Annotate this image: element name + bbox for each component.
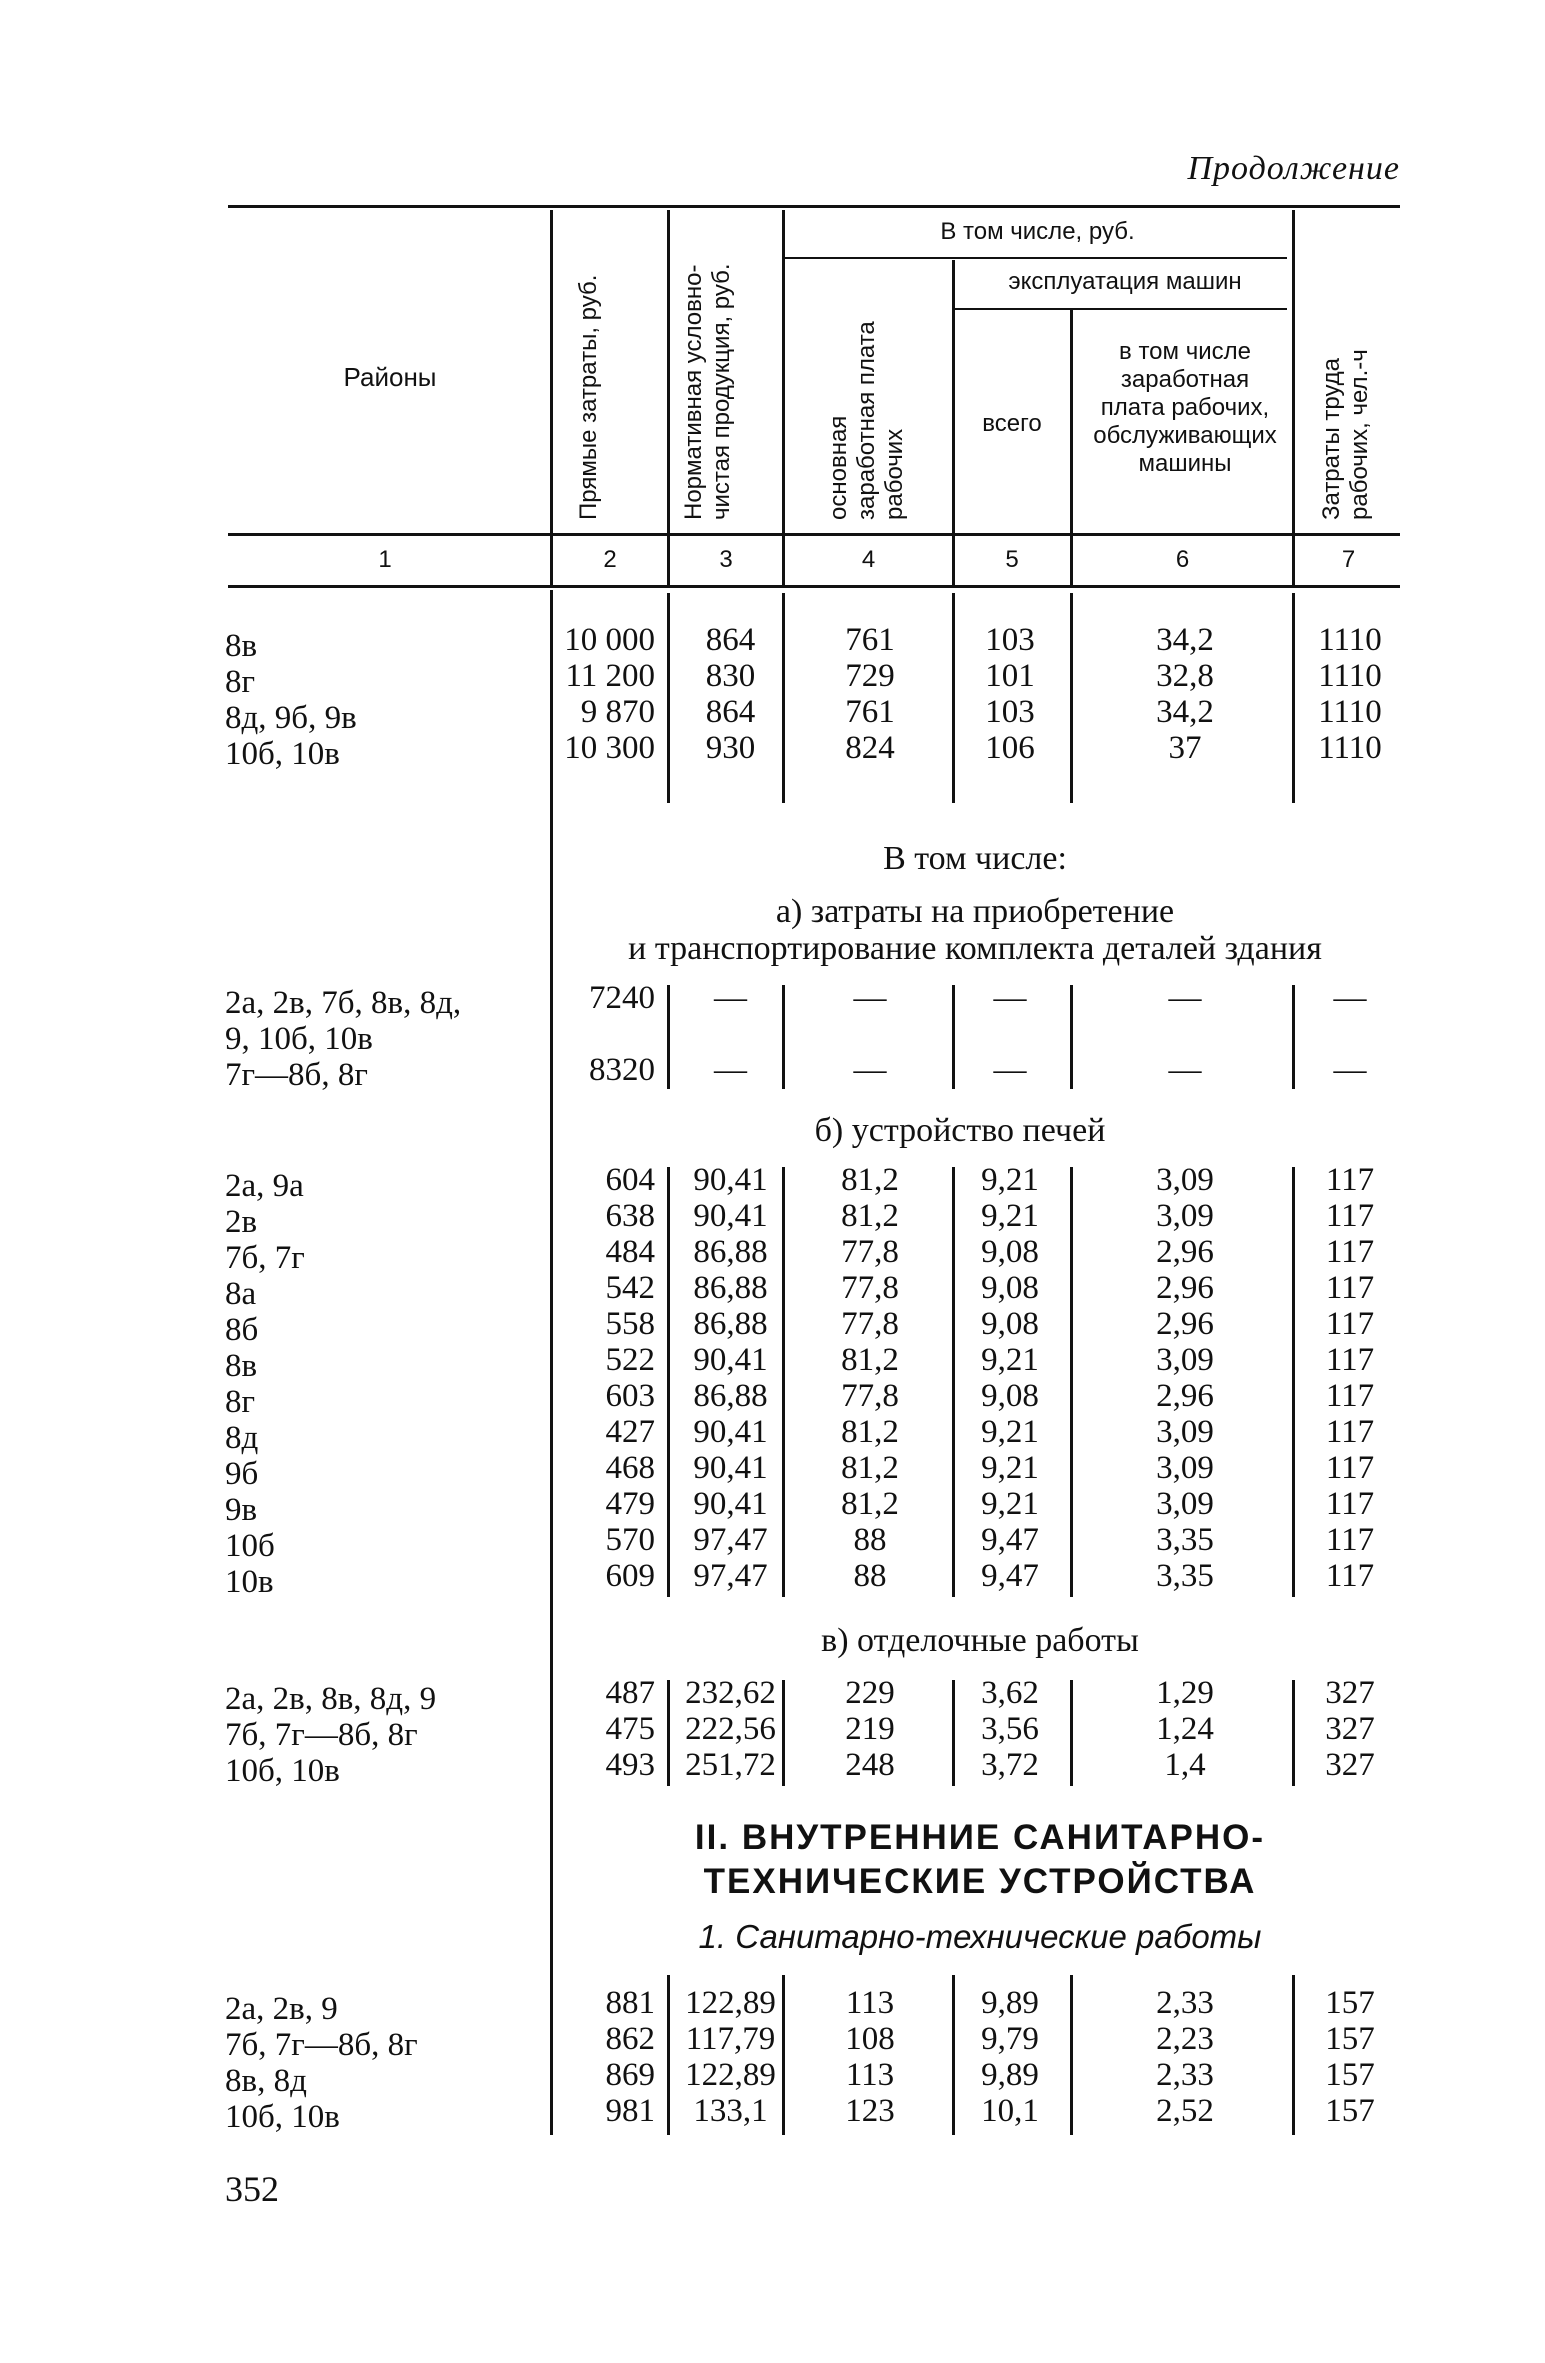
block-a-c4-2: — [853, 1052, 887, 1088]
block-v-c4-2: 219 [845, 1711, 895, 1747]
block-a-c6-2: — [1168, 1052, 1202, 1088]
block-b-c7-6: 117 [1325, 1342, 1375, 1378]
block-b-c4-9: 81,2 [841, 1450, 899, 1486]
main-c4-2: 729 [845, 658, 895, 694]
section2-vline-1 [667, 1975, 670, 2135]
section2-c3-3: 122,89 [685, 2057, 776, 2093]
main-c3-3: 864 [705, 694, 756, 730]
block-a-c7-1: — [1333, 980, 1367, 1016]
block-a-c3-1: — [714, 980, 747, 1016]
block-v-c4-3: 248 [845, 1747, 895, 1783]
main-c5-3: 103 [985, 694, 1035, 730]
main-c2-3: 9 870 [580, 694, 655, 730]
header-bottom-rule [228, 533, 1400, 536]
block-v-region-3: 10б, 10в [225, 1753, 340, 1789]
main-c2-4: 10 300 [564, 730, 655, 766]
block-b-c3-2: 90,41 [693, 1198, 768, 1234]
section2-c4-1: 113 [845, 1985, 895, 2021]
header-direct-costs: Прямые затраты, руб. [575, 274, 602, 520]
colnum-3: 3 [719, 546, 733, 573]
main-region-1: 8в [225, 628, 258, 664]
block-b-c5-2: 9,21 [981, 1198, 1039, 1234]
block-b-c7-3: 117 [1325, 1234, 1375, 1270]
section2-c2-2: 862 [605, 2021, 655, 2057]
block-v-c7-3: 327 [1325, 1747, 1375, 1783]
block-v-vline-1 [667, 1680, 670, 1786]
main-c2-2: 11 200 [565, 658, 655, 694]
block-a-c2-2: 8320 [589, 1052, 655, 1088]
section2-c6-4: 2,52 [1156, 2093, 1214, 2129]
header-vline-5 [1070, 310, 1073, 535]
section2-c4-4: 123 [845, 2093, 895, 2129]
page-number: 352 [225, 2169, 279, 2209]
block-a-subtitle-1: а) затраты на приобретение [775, 893, 1175, 930]
main-c3-2: 830 [705, 658, 756, 694]
main-region-3: 8д, 9б, 9в [225, 700, 357, 736]
block-b-c6-12: 3,35 [1156, 1558, 1214, 1594]
block-b-c3-12: 97,47 [693, 1558, 768, 1594]
block-b-c2-1: 604 [605, 1162, 655, 1198]
colnum-vline-2 [667, 536, 670, 586]
main-c6-3: 34,2 [1156, 694, 1214, 730]
block-b-c3-1: 90,41 [693, 1162, 768, 1198]
block-v-c5-1: 3,62 [981, 1675, 1039, 1711]
header-vline-3 [782, 210, 785, 535]
block-b-c4-4: 77,8 [841, 1270, 899, 1306]
block-b-region-8: 8д [225, 1420, 259, 1456]
block-b-c5-10: 9,21 [981, 1486, 1039, 1522]
block-b-c3-9: 90,41 [693, 1450, 768, 1486]
block-b-c7-12: 117 [1325, 1558, 1375, 1594]
block-b-c3-4: 86,88 [693, 1270, 768, 1306]
block-b-c6-4: 2,96 [1156, 1270, 1214, 1306]
block-v-c7-1: 327 [1325, 1675, 1375, 1711]
block-v-c6-3: 1,4 [1164, 1747, 1206, 1783]
block-v-c6-2: 1,24 [1156, 1711, 1214, 1747]
block-b-region-11: 10б [225, 1528, 275, 1564]
main-c4-3: 761 [845, 694, 895, 730]
block-a-subtitle-2: и транспортирование комплекта деталей здания [628, 930, 1322, 967]
section2-c6-2: 2,23 [1156, 2021, 1214, 2057]
block-a-c5-1: — [993, 980, 1027, 1016]
block-b-c2-7: 603 [605, 1378, 655, 1414]
block-a-region-1b: 9, 10б, 10в [225, 1021, 373, 1057]
block-b-c7-7: 117 [1325, 1378, 1375, 1414]
block-b-c7-1: 117 [1325, 1162, 1375, 1198]
block-v-c2-3: 493 [605, 1747, 655, 1783]
block-v-c2-1: 487 [605, 1675, 655, 1711]
block-b-c5-3: 9,08 [981, 1234, 1039, 1270]
block-b-c2-4: 542 [605, 1270, 655, 1306]
block-a-title: В том числе: [883, 840, 1067, 877]
block-b-c4-1: 81,2 [841, 1162, 899, 1198]
colnum-vline-4 [952, 536, 955, 586]
block-b-c6-2: 3,09 [1156, 1198, 1214, 1234]
block-b-c6-1: 3,09 [1156, 1162, 1214, 1198]
main-vline-2 [667, 593, 670, 803]
block-b-c5-5: 9,08 [981, 1306, 1039, 1342]
block-b-region-3: 7б, 7г [225, 1240, 305, 1276]
block-b-c5-9: 9,21 [981, 1450, 1039, 1486]
colnum-7: 7 [1341, 546, 1356, 573]
block-b-c6-8: 3,09 [1156, 1414, 1214, 1450]
block-a-c4-1: — [853, 980, 887, 1016]
block-b-title: б) устройство печей [814, 1112, 1106, 1149]
section2-c7-4: 157 [1325, 2093, 1375, 2129]
header-regions: Районы [343, 362, 437, 392]
header-vline-2 [667, 210, 670, 535]
block-b-c4-5: 77,8 [841, 1306, 899, 1342]
block-v-region-1: 2а, 2в, 8в, 8д, 9 [225, 1681, 437, 1717]
block-a-region-1a: 2а, 2в, 7б, 8в, 8д, [225, 985, 462, 1021]
header-vline-6 [1292, 210, 1295, 535]
block-b-c4-7: 77,8 [841, 1378, 899, 1414]
block-b-c3-7: 86,88 [693, 1378, 768, 1414]
colnum-5: 5 [1005, 546, 1019, 573]
block-b-region-9: 9б [225, 1456, 259, 1492]
section2-c7-3: 157 [1325, 2057, 1375, 2093]
main-region-2: 8г [225, 664, 256, 700]
block-a-vline-4 [1070, 985, 1073, 1089]
colnum-4: 4 [861, 546, 876, 573]
section2-c2-4: 981 [605, 2093, 655, 2129]
block-v-vline-4 [1070, 1680, 1073, 1786]
colnum-bottom-rule [228, 585, 1400, 588]
header-labor-costs: Затраты труда рабочих, чел.-ч [1318, 349, 1373, 520]
header-machines: эксплуатация машин [1008, 268, 1242, 295]
block-v-region-2: 7б, 7г—8б, 8г [225, 1717, 418, 1753]
main-c5-4: 106 [985, 730, 1035, 766]
block-b-c2-5: 558 [605, 1306, 655, 1342]
continuation-label: Продолжение [1187, 150, 1400, 187]
block-b-c4-6: 81,2 [841, 1342, 899, 1378]
section2-c5-2: 9,79 [981, 2021, 1039, 2057]
block-b-region-2: 2в [225, 1204, 258, 1240]
section2-region-4: 10б, 10в [225, 2099, 340, 2135]
block-b-c6-7: 2,96 [1156, 1378, 1214, 1414]
section2-title-2: ТЕХНИЧЕСКИЕ УСТРОЙСТВА [703, 1862, 1257, 1901]
block-v-c7-2: 327 [1325, 1711, 1375, 1747]
block-v-c5-2: 3,56 [981, 1711, 1039, 1747]
header-base-wages: основная заработная плата рабочих [825, 321, 908, 520]
colnum-vline-1 [550, 536, 553, 586]
block-b-c5-8: 9,21 [981, 1414, 1039, 1450]
block-b-region-4: 8а [225, 1276, 257, 1312]
main-c3-1: 864 [705, 622, 756, 658]
block-b-region-10: 9в [225, 1492, 258, 1528]
main-c7-3: 1110 [1318, 694, 1382, 730]
block-b-c3-8: 90,41 [693, 1414, 768, 1450]
block-b-c4-8: 81,2 [841, 1414, 899, 1450]
block-b-c4-11: 88 [853, 1522, 887, 1558]
block-b-c6-3: 2,96 [1156, 1234, 1214, 1270]
block-a-c5-2: — [993, 1052, 1027, 1088]
header-total: всего [982, 410, 1042, 437]
block-b-c7-2: 117 [1325, 1198, 1375, 1234]
block-b-c2-12: 609 [605, 1558, 655, 1594]
body-left-vline [550, 590, 553, 2135]
section2-region-2: 7б, 7г—8б, 8г [225, 2027, 418, 2063]
colnum-1: 1 [378, 546, 392, 573]
header-vline-1 [550, 210, 553, 535]
main-c6-1: 34,2 [1156, 622, 1214, 658]
block-b-c2-10: 479 [605, 1486, 655, 1522]
header-incl-group: В том числе, руб. [940, 218, 1135, 245]
section2-c4-2: 108 [845, 2021, 895, 2057]
block-b-c5-7: 9,08 [981, 1378, 1039, 1414]
main-c3-4: 930 [705, 730, 756, 766]
block-b-c3-10: 90,41 [693, 1486, 768, 1522]
section2-c4-3: 113 [845, 2057, 895, 2093]
block-b-c2-9: 468 [605, 1450, 655, 1486]
section2-c2-3: 869 [605, 2057, 655, 2093]
block-b-c4-3: 77,8 [841, 1234, 899, 1270]
colnum-vline-6 [1292, 536, 1295, 586]
block-b-vline-1 [667, 1167, 670, 1597]
block-b-c7-11: 117 [1325, 1522, 1375, 1558]
block-b-c5-4: 9,08 [981, 1270, 1039, 1306]
machines-rule [955, 308, 1287, 310]
header-normative-product: Нормативная условно-чистая продукция, руб. [680, 263, 735, 520]
block-a-c2-1: 7240 [589, 980, 655, 1016]
section2-c5-1: 9,89 [981, 1985, 1039, 2021]
block-b-c2-3: 484 [605, 1234, 655, 1270]
section2-c3-2: 117,79 [685, 2021, 776, 2057]
block-v-title: в) отделочные работы [821, 1622, 1139, 1659]
block-b-c6-10: 3,09 [1156, 1486, 1214, 1522]
section2-region-1: 2а, 2в, 9 [225, 1991, 338, 2027]
main-region-4: 10б, 10в [225, 736, 340, 772]
section2-c6-3: 2,33 [1156, 2057, 1214, 2093]
block-b-c2-11: 570 [605, 1522, 655, 1558]
block-v-c3-2: 222,56 [685, 1711, 776, 1747]
block-b-c6-11: 3,35 [1156, 1522, 1214, 1558]
group-rule [782, 257, 1287, 259]
main-c7-2: 1110 [1318, 658, 1382, 694]
block-b-c7-5: 117 [1325, 1306, 1375, 1342]
section2-c5-3: 9,89 [981, 2057, 1039, 2093]
block-b-c5-11: 9,47 [981, 1522, 1039, 1558]
section2-c5-4: 10,1 [981, 2093, 1039, 2129]
section2-subtitle: 1. Санитарно-технические работы [698, 1918, 1262, 1955]
block-a-vline-3 [952, 985, 955, 1089]
main-vline-5 [1070, 593, 1073, 803]
section2-c2-1: 881 [605, 1985, 655, 2021]
main-c7-4: 1110 [1318, 730, 1382, 766]
block-b-vline-4 [1070, 1167, 1073, 1597]
block-a-c6-1: — [1168, 980, 1202, 1016]
section2-vline-4 [1070, 1975, 1073, 2135]
main-c7-1: 1110 [1318, 622, 1382, 658]
colnum-2: 2 [603, 546, 617, 573]
block-a-c7-2: — [1333, 1052, 1367, 1088]
block-a-c3-2: — [714, 1052, 747, 1088]
main-c6-2: 32,8 [1156, 658, 1214, 694]
block-b-c6-9: 3,09 [1156, 1450, 1214, 1486]
header-vline-4 [952, 260, 955, 535]
block-a-vline-1 [667, 985, 670, 1089]
block-b-c6-5: 2,96 [1156, 1306, 1214, 1342]
colnum-vline-5 [1070, 536, 1073, 586]
block-b-c2-2: 638 [605, 1198, 655, 1234]
block-a-vline-5 [1292, 985, 1295, 1089]
block-b-c5-12: 9,47 [981, 1558, 1039, 1594]
main-c2-1: 10 000 [564, 622, 655, 658]
section2-c3-1: 122,89 [685, 1985, 776, 2021]
block-b-c3-11: 97,47 [693, 1522, 768, 1558]
block-b-c4-10: 81,2 [841, 1486, 899, 1522]
section2-c7-2: 157 [1325, 2021, 1375, 2057]
block-b-c2-6: 522 [605, 1342, 655, 1378]
header-top-rule [228, 205, 1400, 208]
section2-title-1: II. ВНУТРЕННИЕ САНИТАРНО- [694, 1818, 1266, 1857]
block-b-c2-8: 427 [605, 1414, 655, 1450]
block-b-region-7: 8г [225, 1384, 256, 1420]
section2-region-3: 8в, 8д [225, 2063, 307, 2099]
block-b-c3-6: 90,41 [693, 1342, 768, 1378]
section2-c6-1: 2,33 [1156, 1985, 1214, 2021]
block-v-c4-1: 229 [845, 1675, 895, 1711]
block-b-c7-10: 117 [1325, 1486, 1375, 1522]
block-b-region-12: 10в [225, 1564, 274, 1600]
block-b-c6-6: 3,09 [1156, 1342, 1214, 1378]
section2-c3-4: 133,1 [693, 2093, 768, 2129]
block-v-c5-3: 3,72 [981, 1747, 1039, 1783]
block-b-region-6: 8в [225, 1348, 258, 1384]
block-a-region-2: 7г—8б, 8г [225, 1057, 368, 1093]
block-v-c6-1: 1,29 [1156, 1675, 1214, 1711]
block-b-c7-4: 117 [1325, 1270, 1375, 1306]
colnum-6: 6 [1175, 546, 1190, 573]
block-b-region-5: 8б [225, 1312, 259, 1348]
block-b-c4-2: 81,2 [841, 1198, 899, 1234]
block-b-region-1: 2а, 9а [225, 1168, 304, 1204]
block-v-c3-1: 232,62 [685, 1675, 776, 1711]
block-b-c5-1: 9,21 [981, 1162, 1039, 1198]
main-c4-1: 761 [845, 622, 895, 658]
section2-c7-1: 157 [1325, 1985, 1375, 2021]
block-b-c4-12: 88 [853, 1558, 887, 1594]
block-b-c7-8: 117 [1325, 1414, 1375, 1450]
main-c6-4: 37 [1168, 730, 1202, 766]
colnum-vline-3 [782, 536, 785, 586]
block-b-c3-5: 86,88 [693, 1306, 768, 1342]
block-v-c3-3: 251,72 [685, 1747, 776, 1783]
main-c5-2: 101 [985, 658, 1035, 694]
block-v-c2-2: 475 [605, 1711, 655, 1747]
block-b-c3-3: 86,88 [693, 1234, 768, 1270]
main-c5-1: 103 [985, 622, 1035, 658]
main-c4-4: 824 [845, 730, 895, 766]
block-b-c7-9: 117 [1325, 1450, 1375, 1486]
header-machine-wages: в том числе заработная плата рабочих, обслуживающих машины [1093, 338, 1277, 477]
block-a-vline-2 [782, 985, 785, 1089]
block-b-c5-6: 9,21 [981, 1342, 1039, 1378]
